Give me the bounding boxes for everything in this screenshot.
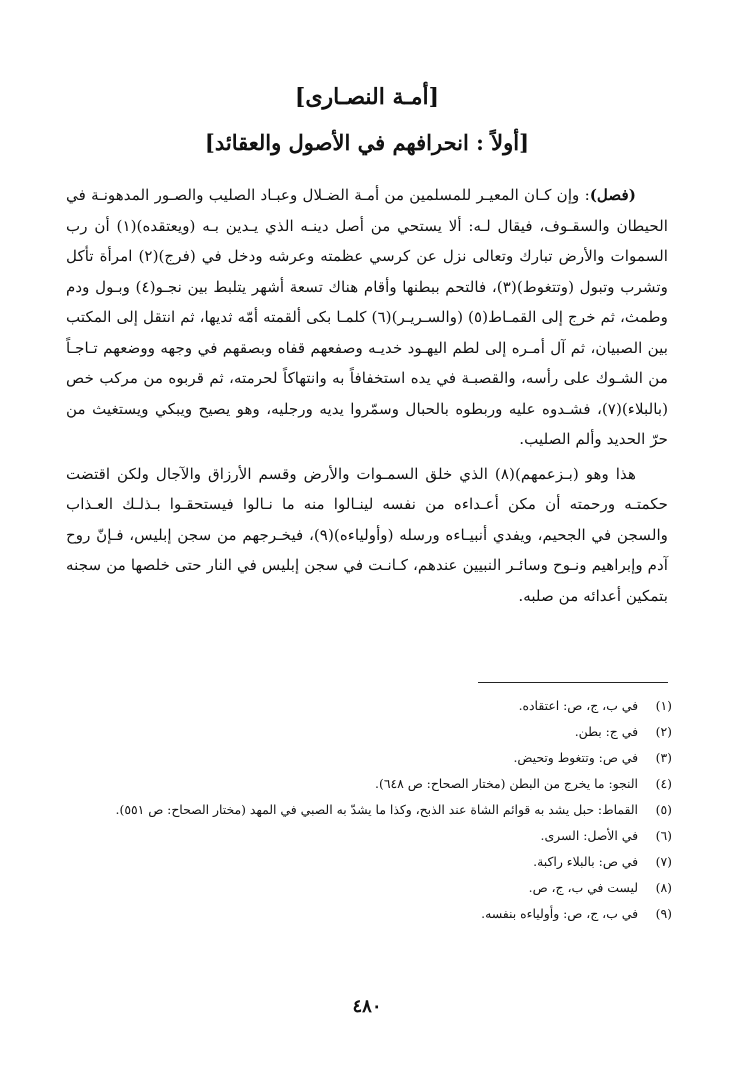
footnote-text: في الأصل: السرى.	[540, 828, 638, 843]
page-number: ٤٨٠	[352, 996, 382, 1017]
paragraph-1-text: : وإن كـان المعيـر للمسلمين من أمـة الضـلال وعبـاد الصليب والصـور المدهونـة في الحيطان والسقـوف، فيقال لـه: ألا يستحي من أصل دينـه الذي يـدين بـه (ويعتقده)(١) أن رب السموات والأرض تبارك وتعالى نزل عن كرسي عظمته وعرشه ودخل في (فرج)(٢) امرأة تأكل وتشرب وتبول (وتتغوط)(٣)، فالتحم ببطنها وأقام هناك تسعة أشهر يتلبط بين نجـو(٤) وبـول ودم وطمث، ثم خرج إلى القمـاط(٥) (والسـريـر)(٦) كلمـا بكى ألقمته أمّه ثديها، ثم انتقل إلى المكتب بين الصبيان، ثم آل أمـره إلى لطم اليهـود خديـه وصفعهم قفاه وبصقهم في وجهه ووضعهم تـاجـاً من الشـوك على رأسه، والقصبـة في يده استخفافاً به وانتهاكاً لحرمته، ثم قربوه من مركب خص (بالبلاء)(٧)، فشـدوه عليه وربطوه بالحبال وسمّروا يديه ورجليه، وهو يصيح ويبكي ويستغيث من حرّ الحديد وألم الصليب.	[66, 186, 668, 448]
footnote-text: في ج: بطن.	[574, 724, 638, 739]
footnote-item	[52, 693, 672, 719]
footnote-item	[52, 823, 672, 849]
section-subtitle: [أولاً : انحرافهم في الأصول والعقائد]	[204, 130, 530, 155]
footnote-number: (٦)	[655, 828, 672, 843]
footnote-number: (٨)	[655, 880, 672, 895]
footnote-divider	[478, 682, 668, 683]
footnote-item	[52, 719, 672, 745]
footnote-item	[52, 745, 672, 771]
footnote-number: (٢)	[655, 724, 672, 739]
paragraph-2: هذا وهو (بـزعمهم)(٨) الذي خلق السمـوات والأرض وقسم الأرزاق والآجال ولكن اقتضت حكمتـه ورحمته أن مكن أعـداءه من نفسه لينـالوا منه ما نـالوا فيستحقـوا بـذلـك العـذاب والسجن في الجحيم، ويفدي أنبيـاءه ورسله (وأولياءه)(٩)، فيخـرجهم من سجن إبليس، فـإنّ روح آدم وإبراهيم ونـوح وسائـر النبيين عندهم، كـانـت في سجن إبليس في النار حتى خلصها من سجنه بتمكين أعدائه من صلبه.	[66, 464, 668, 605]
footnote-text: القماط: حبل يشد به قوائم الشاة عند الذبح، وكذا ما يشدّ به الصبي في المهد (مختار الصحاح: ص ٥٥١).	[115, 802, 638, 817]
footnote-text: في ب، ج، ص: اعتقاده.	[518, 698, 638, 713]
footnote-number: (٣)	[655, 750, 672, 765]
paragraph-lead: (فصل)	[589, 186, 636, 204]
footnote-text: في ب، ج، ص: وأولياءه بنفسه.	[481, 906, 638, 921]
main-text	[66, 180, 668, 611]
footnote-item	[52, 849, 672, 875]
footnote-item	[52, 901, 672, 927]
footnote-number: (٤)	[655, 776, 672, 791]
footnote-number: (٩)	[655, 906, 672, 921]
footnote-item	[52, 875, 672, 901]
footnote-number: (٥)	[655, 802, 672, 817]
section-title: [أمـة النصـارى]	[294, 84, 440, 110]
footnote-text: النجو: ما يخرج من البطن (مختار الصحاح: ص ٦٤٨).	[375, 776, 638, 791]
footnote-text: ليست في ب، ج، ص.	[528, 880, 638, 895]
footnote-text: في ص: بالبلاء راكبة.	[533, 854, 638, 869]
paragraph-1	[66, 180, 668, 455]
footnote-number: (١)	[655, 698, 672, 713]
footnotes	[52, 693, 672, 927]
footnote-item	[52, 797, 672, 823]
footnote-item	[52, 771, 672, 797]
footnote-number: (٧)	[655, 854, 672, 869]
footnote-text: في ص: وتتغوط وتحيض.	[513, 750, 638, 765]
